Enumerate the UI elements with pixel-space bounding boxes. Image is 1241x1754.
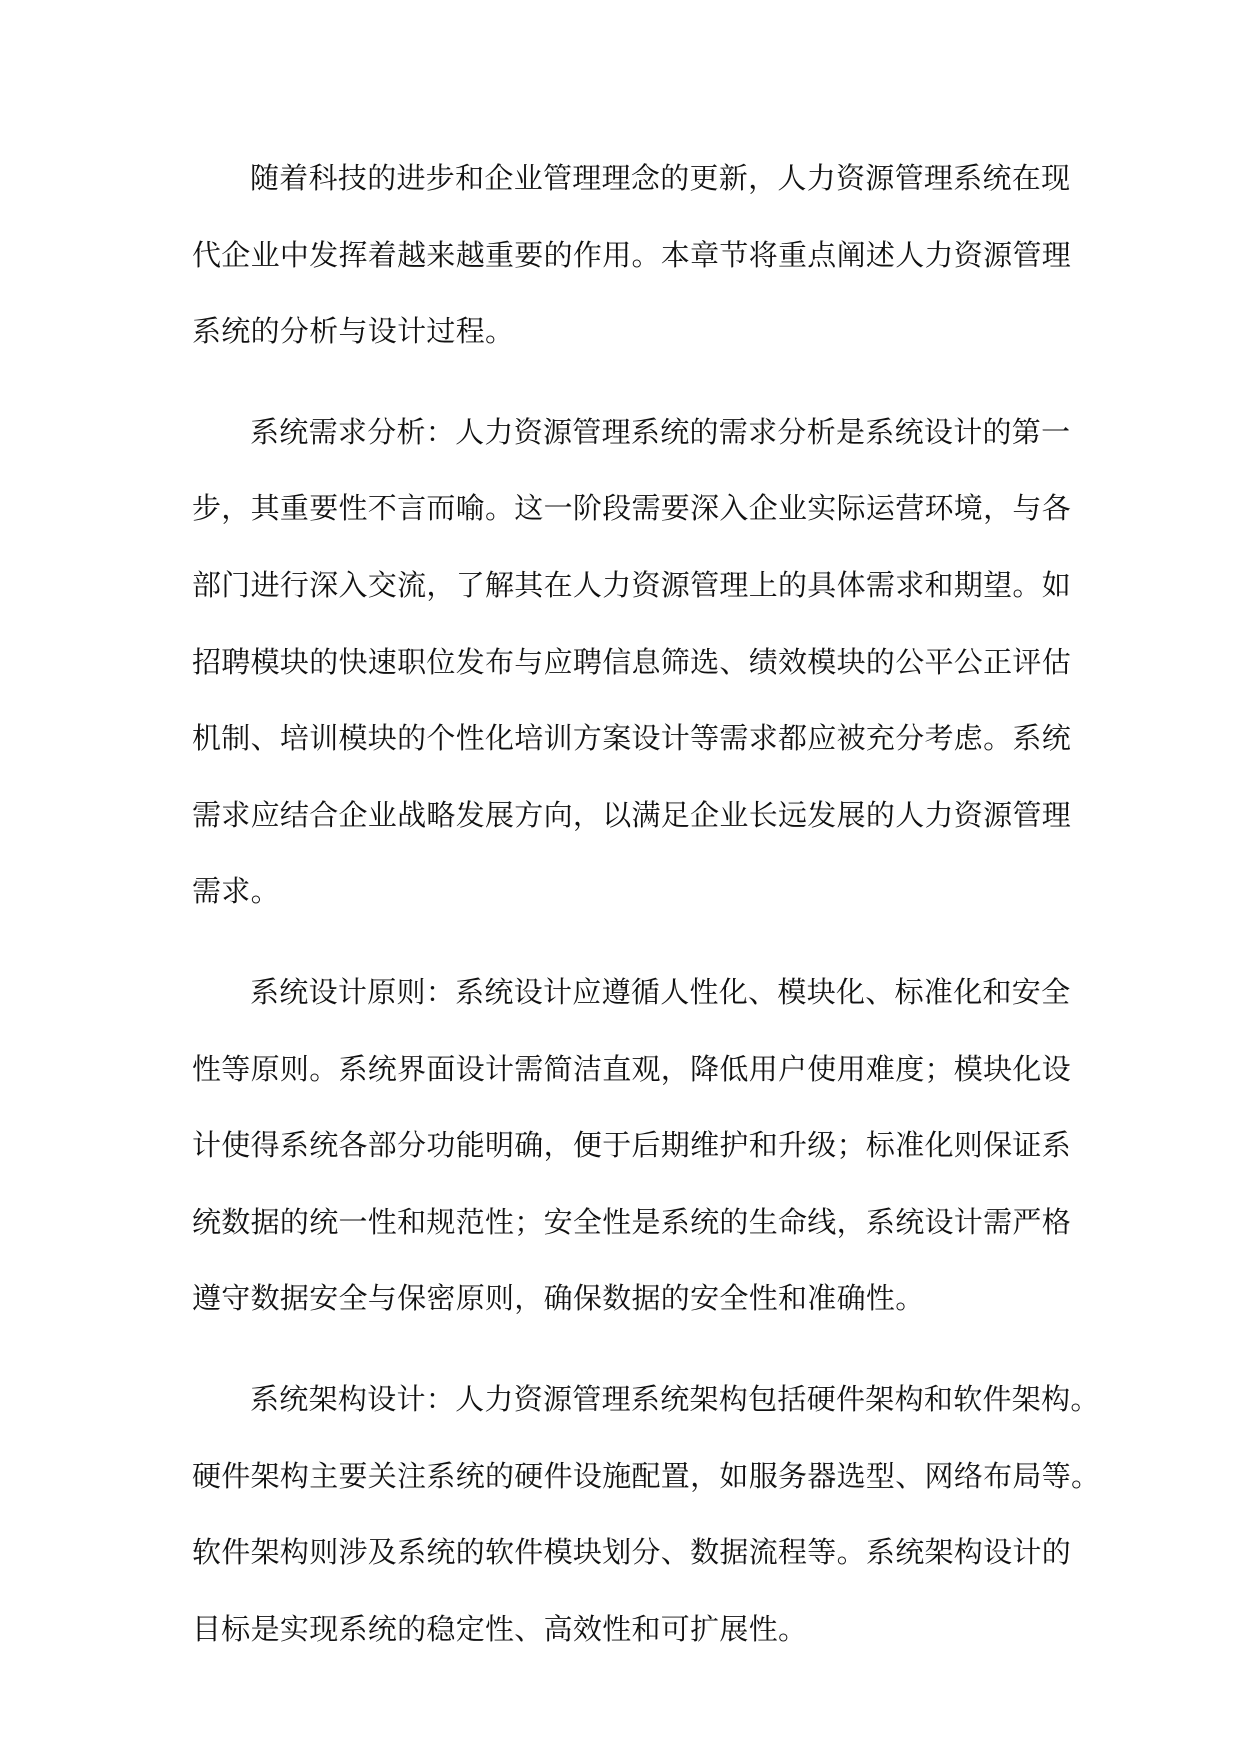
text-line: 性等原则。系统界面设计需简洁直观，降低用户使用难度；模块化设 [192,1051,1072,1086]
text-line: 步，其重要性不言而喻。这一阶段需要深入企业实际运营环境，与各 [192,491,1072,526]
text-line: 计使得系统各部分功能明确，便于后期维护和升级；标准化则保证系 [192,1128,1072,1163]
paragraph-design-principles [192,954,1072,1337]
text-line: 目标是实现系统的稳定性、高效性和可扩展性。 [192,1611,808,1646]
document-body [192,140,1101,1691]
text-line: 系统需求分析：人力资源管理系统的需求分析是系统设计的第一 [250,414,1071,449]
text-line: 硬件架构主要关注系统的硬件设施配置，如服务器选型、网络布局等。 [192,1458,1101,1493]
paragraph-intro [192,140,1072,370]
text-line: 招聘模块的快速职位发布与应聘信息筛选、绩效模块的公平公正评估 [192,644,1072,679]
text-line: 软件架构则涉及系统的软件模块划分、数据流程等。系统架构设计的 [192,1535,1072,1570]
text-line: 代企业中发挥着越来越重要的作用。本章节将重点阐述人力资源管理 [192,237,1072,272]
text-line: 系统设计原则：系统设计应遵循人性化、模块化、标准化和安全 [250,974,1071,1009]
text-line: 需求。 [192,874,280,909]
paragraph-architecture-design [192,1361,1101,1667]
text-line: 统数据的统一性和规范性；安全性是系统的生命线，系统设计需严格 [192,1204,1072,1239]
text-line: 系统架构设计：人力资源管理系统架构包括硬件架构和软件架构。 [250,1381,1100,1416]
text-line: 随着科技的进步和企业管理理念的更新，人力资源管理系统在现 [250,161,1071,195]
text-line: 需求应结合企业战略发展方向，以满足企业长远发展的人力资源管理 [192,797,1072,832]
text-line: 机制、培训模块的个性化培训方案设计等需求都应被充分考虑。系统 [192,721,1072,756]
text-line: 遵守数据安全与保密原则，确保数据的安全性和准确性。 [192,1281,925,1316]
text-line: 部门进行深入交流，了解其在人力资源管理上的具体需求和期望。如 [192,567,1072,602]
text-line: 系统的分析与设计过程。 [192,314,515,349]
paragraph-requirements-analysis [192,394,1072,930]
